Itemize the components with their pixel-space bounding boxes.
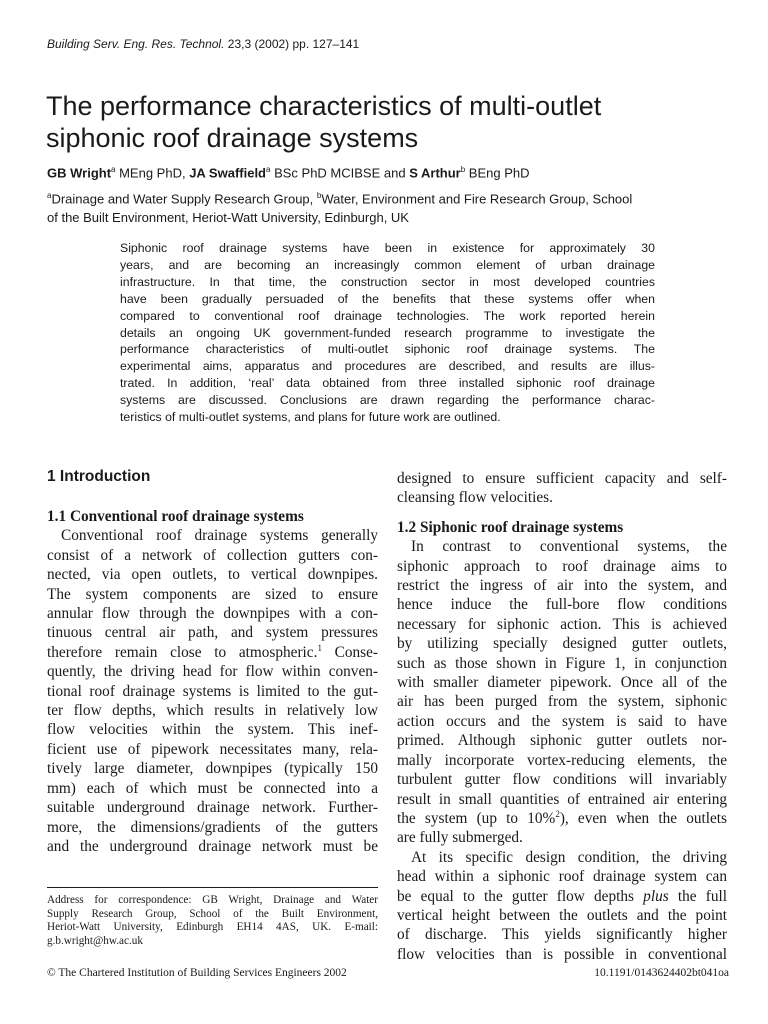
body-line: tively large diameter, downpipes (typically 150 xyxy=(47,760,378,778)
abstract-line: years, and are becoming an increasingly common element of urban drainage xyxy=(120,257,655,272)
author-affil-mark: a xyxy=(266,165,271,174)
body-line: restrict the ingress of air into the system, and xyxy=(397,577,727,595)
author-list xyxy=(47,165,530,180)
body-line: head within a siphonic roof drainage system can xyxy=(397,868,727,886)
body-line: nected, via open outlets, to vertical downpipes. xyxy=(47,566,378,584)
body-text: the system (up to 10% xyxy=(397,809,556,827)
author-name: S Arthur xyxy=(409,165,461,181)
affil-text: Water, Environment and Fire Research Group, School xyxy=(321,191,633,207)
abstract-line: trated. In addition, ‘real’ data obtained from three installed siphonic roof drainage xyxy=(120,376,655,391)
right-column xyxy=(397,469,727,964)
body-line: primed. Although siphonic gutter outlets nor- xyxy=(397,732,727,750)
author-degrees: BEng PhD xyxy=(465,165,530,181)
affil-mark: b xyxy=(316,191,322,200)
body-line xyxy=(397,809,727,828)
body-line: of discharge. This yields significantly higher xyxy=(397,926,727,944)
body-line: At its specific design condition, the driving xyxy=(411,848,727,866)
abstract-line: systems are discussed. Conclusions are drawn regarding the performance charac- xyxy=(120,393,655,408)
body-line: such as those shown in Figure 1, in conjunction xyxy=(397,654,727,672)
author-affil-mark: b xyxy=(460,165,466,174)
body-line: flow velocities within the system. This inef- xyxy=(47,721,378,739)
body-line: tional roof drainage systems is limited to the gut- xyxy=(47,682,378,700)
body-line: quently, the driving head for flow within conven- xyxy=(47,663,378,681)
abstract-line: have been gradually persuaded of the benefits that these systems offer when xyxy=(120,291,655,306)
body-line: tinuous central air path, and system pressures xyxy=(47,624,378,642)
left-column xyxy=(47,507,378,856)
body-line: and the underground drainage network must be xyxy=(47,837,378,855)
footnote-line: g.b.wright@hw.ac.uk xyxy=(47,934,143,947)
body-line: ficient use of pipework necessitates many, rela- xyxy=(47,740,378,758)
body-line xyxy=(47,643,378,662)
body-line: The system components are sized to ensure xyxy=(47,585,378,603)
title-line: siphonic roof drainage systems xyxy=(46,123,419,153)
body-line: necessary for siphonic action. This is achieved xyxy=(397,615,727,633)
body-text: the full xyxy=(668,887,727,905)
body-text: Conse- xyxy=(321,643,378,661)
subsection-heading: 1.1 Conventional roof drainage systems xyxy=(47,508,304,525)
abstract-line: compared to conventional roof drainage technologies. The work reported herein xyxy=(120,308,655,323)
body-line: Conventional roof drainage systems generally xyxy=(61,527,378,545)
section-heading: 1 Introduction xyxy=(47,468,151,485)
title-line: The performance characteristics of multi-outlet xyxy=(46,91,602,121)
author-degrees: MEng PhD, xyxy=(115,165,190,181)
abstract-line: Siphonic roof drainage systems have been in existence for approximately 30 xyxy=(120,241,655,255)
doi: 10.1191/0143624402bt041oa xyxy=(594,967,729,979)
copyright-notice: © The Chartered Institution of Building Services Engineers 2002 xyxy=(47,967,347,979)
abstract-line: details an ongoing UK government-funded research programme to investigate the xyxy=(120,325,655,340)
body-line: hence induce the full-bore flow conditions xyxy=(397,596,727,614)
body-line xyxy=(397,887,727,906)
body-line: more, the dimensions/gradients of the gutters xyxy=(47,818,378,836)
body-line: designed to ensure sufficient capacity and self- xyxy=(397,470,727,487)
body-line: cleansing flow velocities. xyxy=(397,489,553,507)
body-line: by utilizing specially designed gutter outlets, xyxy=(397,635,727,653)
body-text: therefore remain close to atmospheric. xyxy=(47,643,318,661)
body-line: turbulent gutter flow conditions will invariably xyxy=(397,771,727,789)
affil-text: Drainage and Water Supply Research Group, xyxy=(51,191,317,207)
author-name: JA Swaffield xyxy=(189,165,267,181)
journal-volume-pages: 23,3 (2002) pp. 127–141 xyxy=(227,37,360,51)
body-line: mally incorporate vortex-reducing elements, the xyxy=(397,751,727,769)
body-line: are fully submerged. xyxy=(397,829,523,847)
footnote-rule xyxy=(47,887,378,888)
author-name: GB Wright xyxy=(47,165,112,181)
reference-mark: 1 xyxy=(317,642,322,653)
journal-citation xyxy=(47,37,359,51)
body-line: suitable underground drainage network. Further- xyxy=(47,799,378,817)
body-line: action occurs and the system is said to have xyxy=(397,712,727,730)
author-degrees: BSc PhD MCIBSE and xyxy=(270,165,410,181)
affil-mark: a xyxy=(47,191,52,200)
paper-title xyxy=(46,90,726,154)
affiliation-line xyxy=(47,186,737,208)
emphasis-text: plus xyxy=(643,887,669,905)
body-line: mm) each of which must be connected into a xyxy=(47,779,378,797)
abstract xyxy=(120,240,655,426)
body-line: result in small quantities of entrained air entering xyxy=(397,790,727,808)
affiliation-line: of the Built Environment, Heriot-Watt University, Edinburgh, UK xyxy=(47,210,409,226)
footnote-line: Heriot-Watt University, Edinburgh EH14 4AS, UK. E-mail: xyxy=(47,921,378,934)
body-line: with smaller diameter pipework. Once all of the xyxy=(397,674,727,692)
correspondence-footnote xyxy=(47,894,378,948)
author-affil-mark: a xyxy=(111,165,116,174)
body-line: ter flow depths, which results in relatively low xyxy=(47,702,378,720)
abstract-line: experimental aims, apparatus and procedures are described, and results are illus- xyxy=(120,359,655,374)
abstract-line: performance characteristics of multi-outlet siphonic roof drainage systems. The xyxy=(120,342,655,357)
footnote-line: Address for correspondence: GB Wright, Drainage and Water xyxy=(47,894,378,906)
body-line: vertical height between the outlets and the point xyxy=(397,906,727,924)
footnote-line: Supply Research Group, School of the Built Environment, xyxy=(47,907,378,920)
reference-mark: 2 xyxy=(555,808,560,819)
body-line: air has been purged from the system, siphonic xyxy=(397,693,727,711)
journal-name: Building Serv. Eng. Res. Technol. xyxy=(47,37,225,51)
body-line: siphonic approach to roof drainage aims to xyxy=(397,557,727,575)
body-line: consist of a network of collection gutters con- xyxy=(47,546,378,564)
subsection-heading: 1.2 Siphonic roof drainage systems xyxy=(397,518,624,536)
body-line: flow velocities than is possible in conventional xyxy=(397,945,727,963)
body-line: In contrast to conventional systems, the xyxy=(411,538,727,556)
affiliations xyxy=(47,186,737,227)
abstract-line: infrastructure. In that time, the construction sector in most developed countries xyxy=(120,274,655,289)
body-line: annular flow through the downpipes with a con- xyxy=(47,605,378,623)
body-text: ), even when the outlets xyxy=(559,809,728,827)
abstract-line: teristics of multi-outlet systems, and plans for future work are outlined. xyxy=(120,410,501,425)
body-text: be equal to the gutter flow depths xyxy=(397,887,644,905)
